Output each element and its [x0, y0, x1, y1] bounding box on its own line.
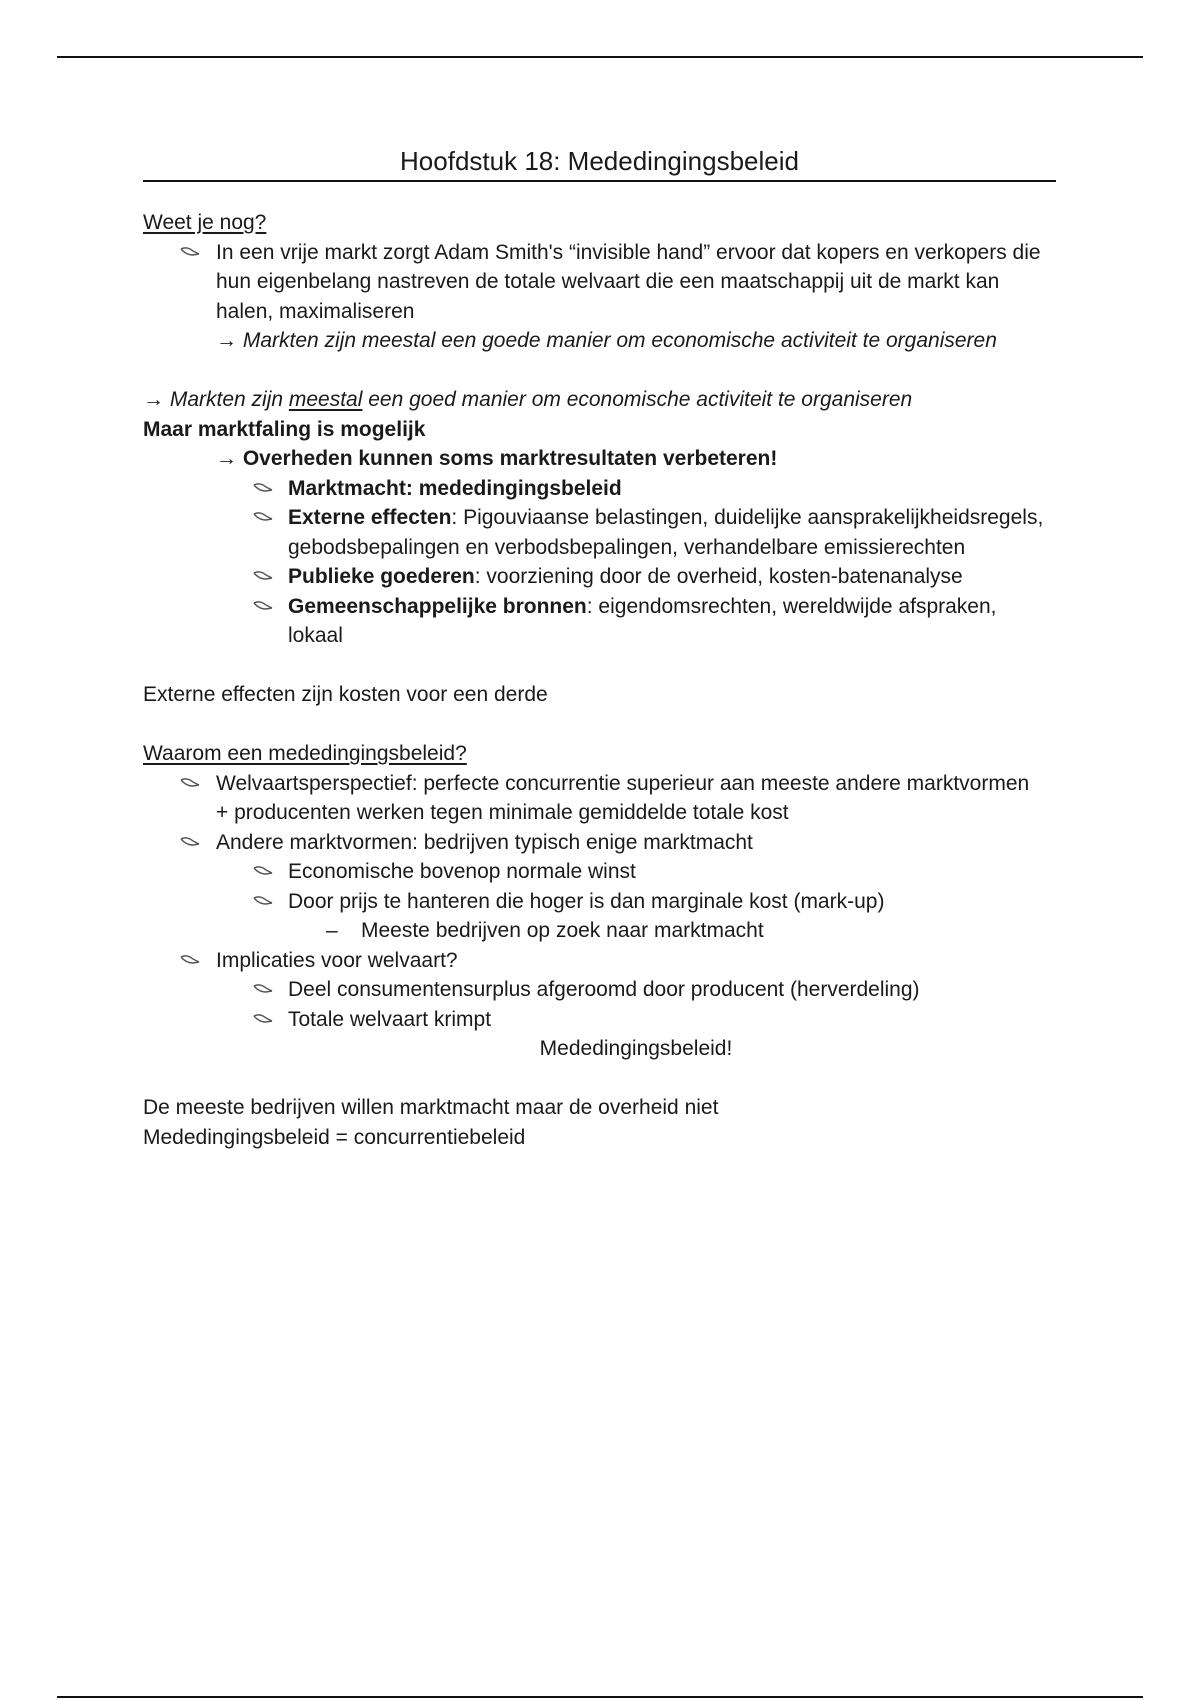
list-item-bold: Marktmacht: mededingingsbeleid	[288, 476, 622, 500]
feather-arrow-icon	[180, 245, 200, 259]
feather-arrow-icon	[253, 510, 273, 524]
dash-item	[143, 916, 1056, 946]
list-item	[143, 769, 1056, 799]
list-item-text: Welvaartsperspectief: perfecte concurrentie superieur aan meeste andere marktvormen	[216, 771, 1030, 795]
list-item	[143, 1005, 1056, 1035]
feather-arrow-icon	[253, 982, 273, 996]
list-item	[143, 238, 1056, 327]
arrow-line	[143, 385, 1056, 415]
list-item-text: In een vrije markt zorgt Adam Smith's “invisible hand” ervoor dat kopers en verkopers die hun eigenbelang nastreven de totale welvaart die een maatschappij uit de markt kan halen, maximaliseren	[216, 240, 1041, 323]
list-item-text: Deel consumentensurplus afgeroomd door producent (herverdeling)	[288, 978, 920, 1001]
list-item-text: Implicaties voor welvaart?	[216, 948, 458, 972]
list-item	[143, 562, 1056, 592]
feather-arrow-icon	[180, 835, 200, 849]
list-item-text: : voorziening door de overheid, kosten-batenanalyse	[474, 565, 963, 588]
list-item-text: Economische bovenop normale winst	[288, 860, 636, 883]
list-item-continuation: + producenten werken tegen minimale gemiddelde totale kost	[216, 801, 789, 824]
sub-arrow-line: → Overheden kunnen soms marktresultaten verbeteren!	[216, 447, 778, 470]
section-heading: Waarom een mededingingsbeleid?	[143, 742, 467, 765]
arrow-line-start: → Markten zijn	[143, 388, 289, 411]
feather-arrow-icon	[253, 481, 273, 495]
list-item-text: Andere marktvormen: bedrijven typisch enige marktmacht	[216, 830, 753, 854]
bold-line: Maar marktfaling is mogelijk	[143, 417, 426, 441]
text-line: De meeste bedrijven willen marktmacht maar de overheid niet	[143, 1096, 719, 1119]
document-page	[143, 144, 1056, 1152]
feather-arrow-icon	[253, 1012, 273, 1026]
arrow-line-end: een goed manier om economische activiteit te organiseren	[362, 388, 913, 411]
dash-bullet: –	[326, 919, 338, 942]
list-item-bold: Externe effecten	[288, 506, 452, 529]
arrow-note: → Markten zijn meestal een goede manier om economische activiteit te organiseren	[216, 329, 997, 352]
section-heading: Weet je nog?	[143, 211, 267, 234]
list-item	[143, 503, 1056, 562]
list-item-bold: Publieke goederen	[288, 565, 475, 588]
feather-arrow-icon	[180, 776, 200, 790]
feather-arrow-icon	[253, 599, 273, 613]
page-title: Hoofdstuk 18: Mededingingsbeleid	[143, 144, 1056, 182]
footer-rule	[57, 1696, 1143, 1698]
list-item	[143, 828, 1056, 858]
text-line: Mededingingsbeleid = concurrentiebeleid	[143, 1125, 526, 1149]
list-item	[143, 857, 1056, 887]
feather-arrow-icon	[180, 953, 200, 967]
text-line: Externe effecten zijn kosten voor een derde	[143, 683, 548, 706]
list-item	[143, 975, 1056, 1005]
centered-conclusion: Mededingingsbeleid!	[539, 1037, 733, 1060]
list-item-text: : eigendomsrechten, wereldwijde afspraken, lokaal	[288, 594, 997, 647]
header-rule	[57, 56, 1143, 58]
list-item	[143, 474, 1056, 504]
list-item-bold: Gemeenschappelijke bronnen	[288, 594, 587, 618]
feather-arrow-icon	[253, 569, 273, 583]
arrow-line-underlined: meestal	[288, 388, 363, 411]
list-item	[143, 592, 1056, 651]
list-item	[143, 887, 1056, 917]
list-item	[143, 946, 1056, 976]
feather-arrow-icon	[253, 894, 273, 908]
feather-arrow-icon	[253, 864, 273, 878]
list-item-text: : Pigouviaanse belastingen, duidelijke aansprakelijkheidsregels, gebodsbepalingen en verbodsbepalingen, verhandelbare emissierechten	[288, 506, 1044, 559]
list-item-text: Door prijs te hanteren die hoger is dan marginale kost (mark-up)	[288, 889, 885, 913]
dash-item-text: Meeste bedrijven op zoek naar marktmacht	[361, 919, 764, 942]
list-item-text: Totale welvaart krimpt	[288, 1007, 492, 1031]
